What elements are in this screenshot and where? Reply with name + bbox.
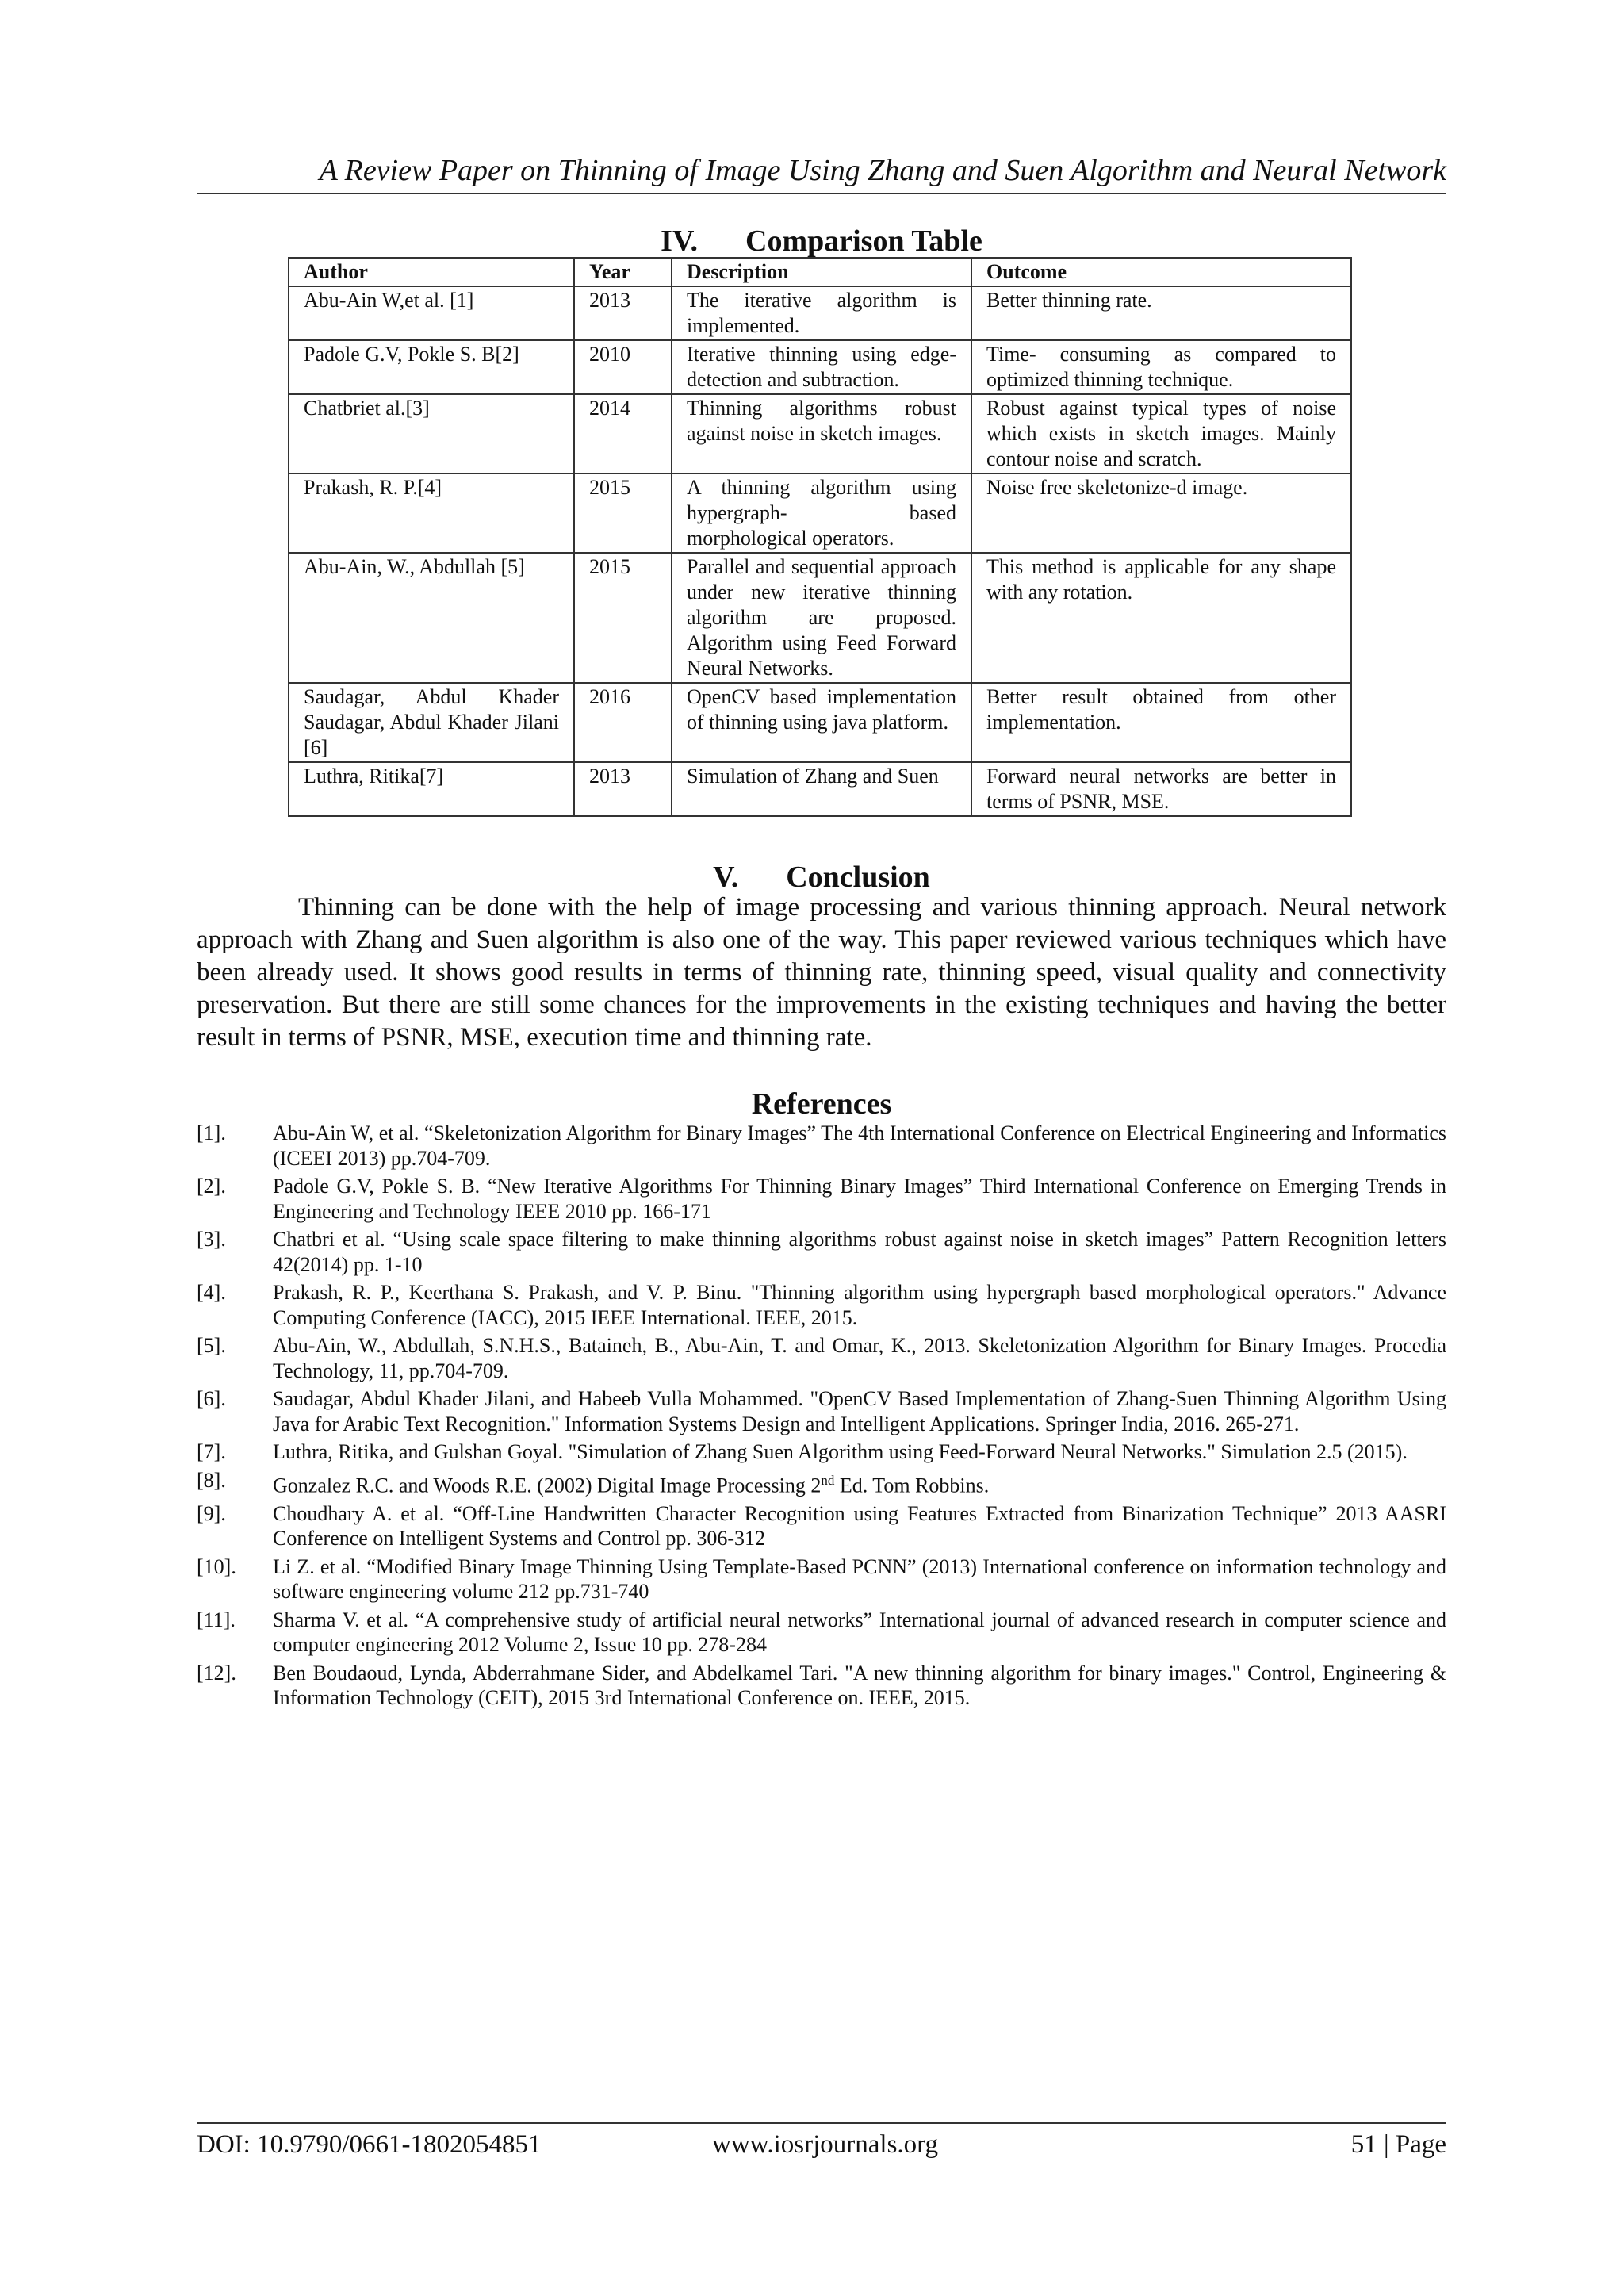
description-cell: Parallel and sequential approach under new iterative thinning algorithm are proposed. Algorithm using Feed Forward Neural Networks. xyxy=(672,553,971,683)
table-header-row xyxy=(289,258,1351,286)
year-cell: 2015 xyxy=(574,473,672,553)
description-cell: The iterative algorithm is implemented. xyxy=(672,286,971,340)
table-row xyxy=(289,762,1351,816)
section-heading-conclusion xyxy=(197,860,1446,895)
reference-number: [11]. xyxy=(197,1608,236,1631)
reference-number: [10]. xyxy=(197,1554,236,1578)
reference-number: [6]. xyxy=(197,1387,226,1410)
table-row xyxy=(289,553,1351,683)
reference-text: Padole G.V, Pokle S. B. “New Iterative Algorithms For Thinning Binary Images” Third International Conference on Emerging Trends in Engineering and Technology IEEE 2010 pp. 166-171 xyxy=(273,1175,1446,1223)
author-cell: Padole G.V, Pokle S. B[2] xyxy=(289,340,574,394)
reference-text: Chatbri et al. “Using scale space filtering to make thinning algorithms robust against noise in sketch images” Pattern Recognition letters 42(2014) pp. 1-10 xyxy=(273,1228,1446,1276)
footer-page-number: 51 | Page xyxy=(1350,2130,1446,2159)
description-cell: OpenCV based implementation of thinning using java platform. xyxy=(672,683,971,762)
references-heading: References xyxy=(751,1087,892,1121)
reference-text: Luthra, Ritika, and Gulshan Goyal. "Simulation of Zhang Suen Algorithm using Feed-Forward Neural Networks." Simulation 2.5 (2015). xyxy=(273,1440,1408,1463)
table-row xyxy=(289,394,1351,473)
year-cell: 2015 xyxy=(574,553,672,683)
outcome-cell: Forward neural networks are better in terms of PSNR, MSE. xyxy=(971,762,1351,816)
reference-text: Prakash, R. P., Keerthana S. Prakash, and V. P. Binu. "Thinning algorithm using hypergraph based morphological operators." Advance Computing Conference (IACC), 2015 IEEE International. IEEE, 2015. xyxy=(273,1281,1446,1329)
year-cell: 2013 xyxy=(574,762,672,816)
reference-text-main: Gonzalez R.C. and Woods R.E. (2002) Digital Image Processing 2 xyxy=(273,1474,822,1497)
reference-item xyxy=(197,1174,1446,1224)
section-number: IV. xyxy=(661,224,699,258)
table-row xyxy=(289,340,1351,394)
reference-text: Sharma V. et al. “A comprehensive study of artificial neural networks” International journal of advanced research in computer science and computer engineering 2012 Volume 2, Issue 10 pp. 278-284 xyxy=(273,1608,1446,1657)
column-header-year: Year xyxy=(574,258,672,286)
reference-number: [4]. xyxy=(197,1281,226,1304)
reference-item xyxy=(197,1121,1446,1171)
year-cell: 2014 xyxy=(574,394,672,473)
reference-item xyxy=(197,1386,1446,1436)
description-cell: A thinning algorithm using hypergraph- based morphological operators. xyxy=(672,473,971,553)
reference-text: Saudagar, Abdul Khader Jilani, and Habeeb Vulla Mohammed. "OpenCV Based Implementation of Zhang-Suen Thinning Algorithm Using Java for Arabic Text Recognition." Information Systems Design and Intelligent Applications. Springer India, 2016. 265-271. xyxy=(273,1387,1446,1435)
running-title: A Review Paper on Thinning of Image Using Zhang and Suen Algorithm and Neural Network xyxy=(319,154,1446,187)
table-row xyxy=(289,683,1351,762)
year-cell: 2016 xyxy=(574,683,672,762)
description-cell: Thinning algorithms robust against noise in sketch images. xyxy=(672,394,971,473)
section-number: V. xyxy=(713,861,739,894)
reference-text: Abu-Ain W, et al. “Skeletonization Algorithm for Binary Images” The 4th International Conference on Electrical Engineering and Informatics (ICEEI 2013) pp.704-709. xyxy=(273,1121,1446,1170)
year-cell: 2010 xyxy=(574,340,672,394)
column-header-outcome: Outcome xyxy=(971,258,1351,286)
footer-website-link[interactable]: www.iosrjournals.org xyxy=(712,2130,939,2159)
outcome-cell: Time- consuming as compared to optimized thinning technique. xyxy=(971,340,1351,394)
reference-number: [2]. xyxy=(197,1175,226,1198)
column-header-description: Description xyxy=(672,258,971,286)
reference-item xyxy=(197,1439,1446,1465)
comparison-table xyxy=(288,257,1352,817)
section-title: Conclusion xyxy=(786,861,930,894)
reference-item xyxy=(197,1608,1446,1658)
author-cell: Abu-Ain, W., Abdullah [5] xyxy=(289,553,574,683)
description-cell: Simulation of Zhang and Suen xyxy=(672,762,971,816)
reference-number: [8]. xyxy=(197,1468,226,1492)
reference-text: Choudhary A. et al. “Off-Line Handwritten Character Recognition using Features Extracted from Binarization Technique” 2013 AASRI Conference on Intelligent Systems and Control pp. 306-312 xyxy=(273,1501,1446,1550)
outcome-cell: This method is applicable for any shape with any rotation. xyxy=(971,553,1351,683)
reference-text: Ben Boudaoud, Lynda, Abderrahmane Sider, and Abdelkamel Tari. "A new thinning algorithm for binary images." Control, Engineering & Information Technology (CEIT), 2015 3rd International Conference on. IEEE, 2015. xyxy=(273,1661,1446,1710)
reference-list xyxy=(197,1121,1446,1714)
author-cell: Prakash, R. P.[4] xyxy=(289,473,574,553)
reference-number: [7]. xyxy=(197,1440,226,1463)
reference-text xyxy=(273,1468,1446,1498)
reference-item xyxy=(197,1280,1446,1330)
outcome-cell: Better result obtained from other implementation. xyxy=(971,683,1351,762)
section-title: Comparison Table xyxy=(745,224,982,258)
reference-item xyxy=(197,1468,1446,1498)
reference-item xyxy=(197,1661,1446,1711)
author-cell: Saudagar, Abdul Khader Saudagar, Abdul Khader Jilani [6] xyxy=(289,683,574,762)
outcome-cell: Noise free skeletonize-d image. xyxy=(971,473,1351,553)
footer-rule xyxy=(197,2122,1446,2124)
reference-item xyxy=(197,1501,1446,1551)
reference-text: Li Z. et al. “Modified Binary Image Thinning Using Template-Based PCNN” (2013) International conference on information technology and software engineering volume 212 pp.731-740 xyxy=(273,1554,1446,1604)
reference-number: [9]. xyxy=(197,1501,226,1525)
reference-text: Abu-Ain, W., Abdullah, S.N.H.S., Bataineh, B., Abu-Ain, T. and Omar, K., 2013. Skeletonization Algorithm for Binary Images. Procedia Technology, 11, pp.704-709. xyxy=(273,1334,1446,1382)
header-rule xyxy=(197,193,1446,194)
column-header-author: Author xyxy=(289,258,574,286)
reference-text-tail: Ed. Tom Robbins. xyxy=(834,1474,990,1497)
reference-number: [5]. xyxy=(197,1334,226,1357)
reference-item xyxy=(197,1333,1446,1383)
table-row xyxy=(289,286,1351,340)
reference-item xyxy=(197,1227,1446,1277)
author-cell: Abu-Ain W,et al. [1] xyxy=(289,286,574,340)
year-cell: 2013 xyxy=(574,286,672,340)
author-cell: Luthra, Ritika[7] xyxy=(289,762,574,816)
superscript-ordinal: nd xyxy=(821,1472,835,1488)
outcome-cell: Robust against typical types of noise which exists in sketch images. Mainly contour noise and scratch. xyxy=(971,394,1351,473)
author-cell: Chatbriet al.[3] xyxy=(289,394,574,473)
table-row xyxy=(289,473,1351,553)
description-cell: Iterative thinning using edge-detection and subtraction. xyxy=(672,340,971,394)
footer-doi: DOI: 10.9790/0661-1802054851 xyxy=(197,2130,542,2159)
reference-number: [1]. xyxy=(197,1121,226,1144)
outcome-cell: Better thinning rate. xyxy=(971,286,1351,340)
conclusion-paragraph: Thinning can be done with the help of image processing and various thinning approach. Neural network approach with Zhang and Suen algorithm is also one of the way. This paper reviewed various techniques which have been already used. It shows good results in terms of thinning rate, thinning speed, visual quality and connectivity preservation. But there are still some chances for the improvements in the existing techniques and having the better result in terms of PSNR, MSE, execution time and thinning rate. xyxy=(197,893,1446,1052)
reference-number: [12]. xyxy=(197,1661,236,1685)
reference-item xyxy=(197,1554,1446,1604)
reference-number: [3]. xyxy=(197,1228,226,1251)
section-heading-comparison xyxy=(197,224,1446,259)
